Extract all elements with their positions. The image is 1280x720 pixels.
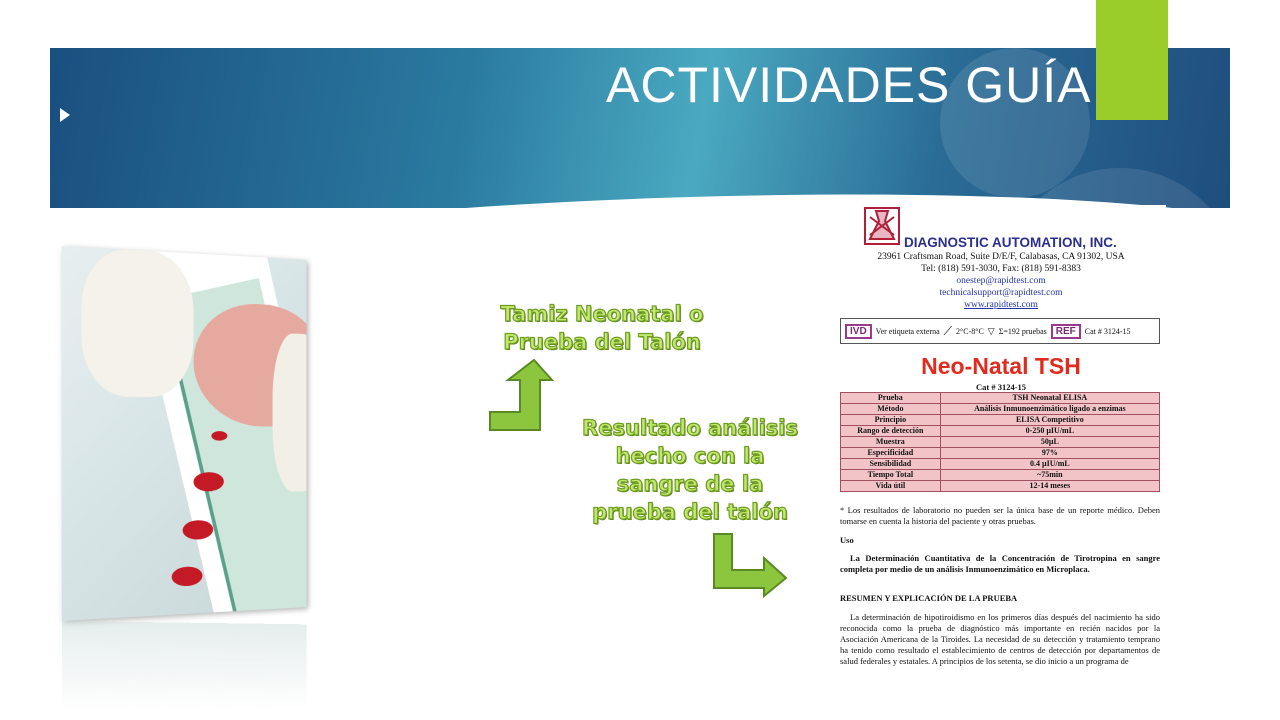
summary-text: La determinación de hipotiroidismo en los primeros días después del nacimiento ha sido reconocida como la prueba de diagnóstico más importante en recién nacidos por la Asociación Americana de la Tiroides. La necesidad de su detección y tratamiento temprano ha tenido como resultado el establecimiento de centros de detección por departamentos de salud federales y estatales. A principios de los setenta, se dio inicio a un programa de — [840, 612, 1160, 666]
support-email[interactable]: technicalsupport@rapidtest.com — [939, 288, 1063, 298]
catalog-number: Cat # 3124-15 — [1084, 326, 1131, 336]
table-cell-label: Vida útil — [841, 481, 941, 492]
table-cell-value: ~75min — [940, 470, 1159, 481]
callout-line: prueba del talón — [592, 500, 788, 524]
catalog-line: Cat # 3124-15 — [975, 382, 1027, 392]
table-row — [841, 404, 1160, 415]
company-address: 23961 Craftsman Road, Suite D/E/F, Calabasas, CA 91302, USA — [877, 252, 1125, 262]
ref-tag: REF — [1051, 324, 1081, 339]
uso-heading: Uso — [840, 535, 854, 545]
flask-logo-icon — [864, 207, 900, 245]
company-name: DIAGNOSTIC AUTOMATION, INC. — [904, 235, 1117, 250]
table-row — [841, 481, 1160, 492]
table-row — [841, 470, 1160, 481]
photo-frame — [62, 246, 306, 621]
accent-block — [1096, 0, 1168, 120]
arrow-right-icon — [712, 532, 788, 598]
test-count-icon: ▽ — [987, 325, 995, 336]
table-cell-value: Análisis Inmunoenzimático ligado a enzimas — [940, 404, 1159, 415]
company-website-link[interactable]: www.rapidtest.com — [964, 300, 1038, 310]
photo-reflection — [62, 621, 306, 711]
table-cell-label: Sensibilidad — [841, 459, 941, 470]
slide-title: ACTIVIDADES GUÍA — [606, 57, 1092, 113]
table-cell-value: 97% — [940, 448, 1159, 459]
thermometer-icon: ⟋ — [943, 323, 953, 338]
glove — [81, 247, 193, 397]
uso-text: La Determinación Cuantitativa de la Concentración de Tirotropina en sangre completa por medio de un análisis Inmunoenzimático en Microplaca. — [840, 553, 1160, 574]
callout-heel-test — [492, 300, 712, 356]
table-row — [841, 459, 1160, 470]
temperature-range: 2°C-8°C — [956, 326, 984, 336]
product-datasheet — [836, 205, 1166, 685]
disclaimer-note: * Los resultados de laboratorio no pueden ser la única base de un reporte médico. Deben tomarse en cuenta la historia del paciente y otras pruebas. — [840, 505, 1160, 526]
callout-line: sangre de la — [616, 472, 764, 496]
test-count: Σ=192 pruebas — [998, 326, 1047, 336]
table-cell-label: Muestra — [841, 437, 941, 448]
table-row — [841, 393, 1160, 404]
table-cell-label: Especificidad — [841, 448, 941, 459]
callout-line: Resultado análisis — [582, 416, 798, 440]
product-title: Neo-Natal TSH — [921, 353, 1081, 379]
table-cell-value: 50µL — [940, 437, 1159, 448]
callout-line: hecho con la — [615, 444, 765, 468]
table-cell-label: Principio — [841, 415, 941, 426]
table-cell-label: Método — [841, 404, 941, 415]
table-cell-value: 0.4 µIU/mL — [940, 459, 1159, 470]
blood-spot — [172, 566, 203, 587]
company-phone: Tel: (818) 591-3030, Fax: (818) 591-8383 — [921, 264, 1081, 274]
table-row — [841, 426, 1160, 437]
arrow-up-icon — [488, 358, 554, 432]
table-cell-label: Tiempo Total — [841, 470, 941, 481]
table-cell-value: TSH Neonatal ELISA — [940, 393, 1159, 404]
callout-line: Tamiz Neonatal o — [500, 302, 704, 326]
table-cell-label: Rango de detección — [841, 426, 941, 437]
glove — [273, 333, 307, 492]
table-cell-value: ELISA Competitivo — [940, 415, 1159, 426]
table-cell-value: 12-14 meses — [940, 481, 1159, 492]
ivd-text: Ver etiqueta externa — [875, 326, 940, 336]
table-row — [841, 415, 1160, 426]
callout-line: Prueba del Talón — [503, 330, 701, 354]
table-cell-value: 0-250 µIU/mL — [940, 426, 1159, 437]
heel-prick-photo — [62, 246, 306, 621]
table-row — [841, 437, 1160, 448]
ivd-tag: IVD — [845, 324, 872, 339]
bullet-arrow-icon — [60, 108, 70, 122]
callout-result — [580, 414, 800, 526]
summary-heading: RESUMEN Y EXPLICACIÓN DE LA PRUEBA — [840, 593, 1018, 603]
spec-table — [840, 392, 1160, 492]
label-symbols-bar — [840, 318, 1160, 344]
table-row — [841, 448, 1160, 459]
blood-spot — [211, 431, 227, 441]
company-email[interactable]: onestep@rapidtest.com — [956, 276, 1046, 286]
table-cell-label: Prueba — [841, 393, 941, 404]
